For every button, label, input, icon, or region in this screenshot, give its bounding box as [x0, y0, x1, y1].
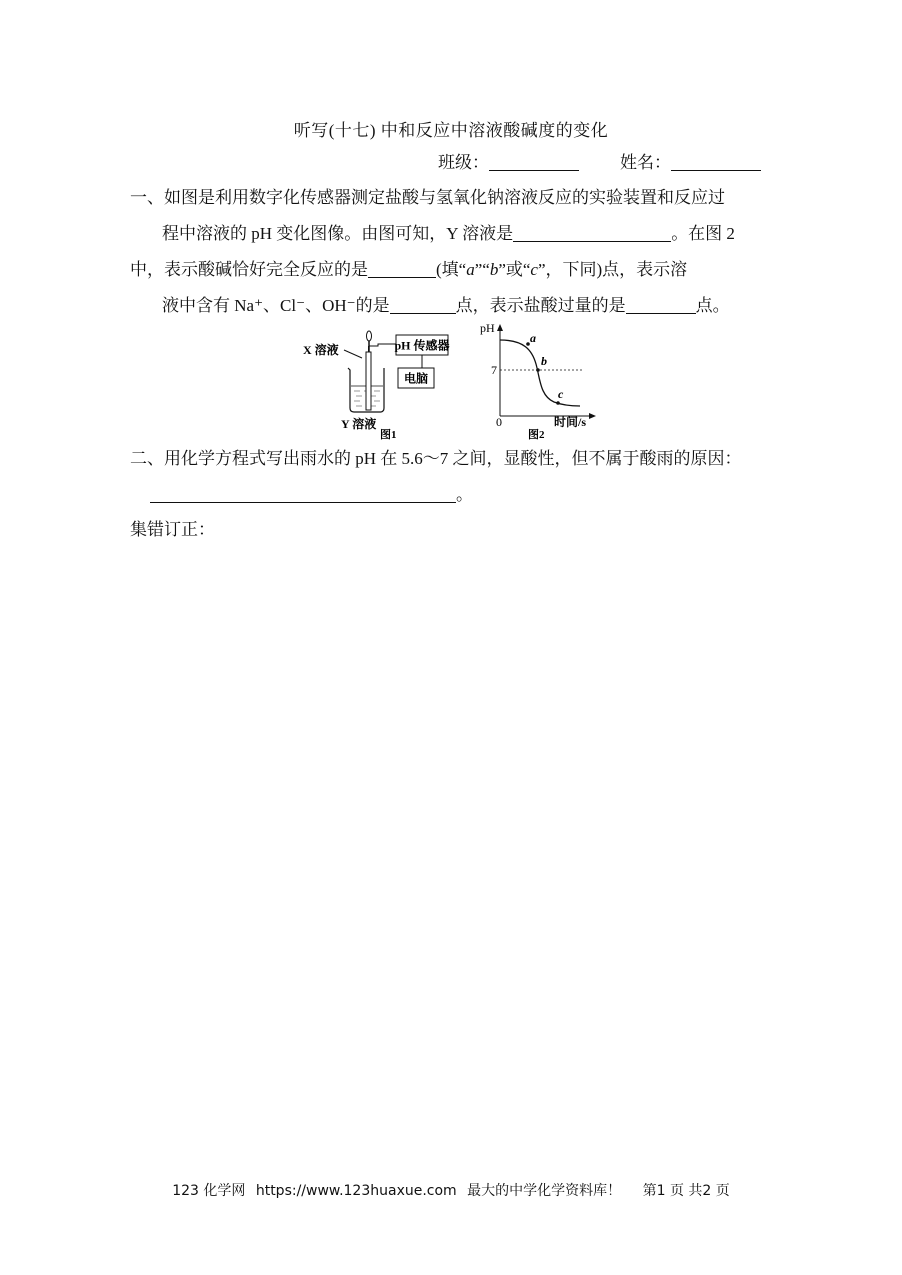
class-field [438, 152, 579, 174]
class-blank[interactable] [489, 154, 579, 171]
figure-1-apparatus [300, 328, 460, 440]
q1-text: (填“ [436, 260, 467, 279]
ph-probe-icon [366, 344, 396, 410]
q1-text: ”，下同)点，表示溶 [537, 260, 688, 279]
q1-line4 [162, 295, 730, 317]
footer-page: 第1 页 共2 页 [642, 1183, 730, 1199]
label-a: a [530, 331, 536, 345]
name-blank[interactable] [671, 154, 761, 171]
name-label: 姓名： [620, 153, 671, 172]
q1-text: 。在图 2 [671, 224, 735, 243]
name-field [620, 152, 761, 174]
option-c: c [530, 260, 538, 279]
ions-blank[interactable] [390, 297, 456, 314]
q1-line2 [162, 223, 735, 245]
class-label: 班级： [438, 153, 489, 172]
correction-label: 集错订正： [130, 520, 215, 539]
ph-sensor-label: pH 传感器 [394, 338, 450, 353]
y-axis-arrow [497, 324, 503, 331]
q2-line1: 二、用化学方程式写出雨水的 pH 在 5.6～7 之间，显酸性，但不属于酸雨的原因： [130, 449, 742, 468]
footer-slogan: 最大的中学化学资料库！ [467, 1183, 622, 1199]
x-axis-arrow [589, 413, 596, 419]
option-a: a [466, 260, 475, 279]
y-tick-7: 7 [491, 363, 497, 377]
x-leader-line [344, 350, 362, 358]
x-axis-label: 时间/s [554, 415, 587, 429]
figure-2-caption: 图2 [528, 429, 545, 441]
ph-curve [500, 340, 580, 406]
q1-text: 点，表示盐酸过量的是 [455, 296, 626, 315]
q1-text: 中，表示酸碱恰好完全反应的是 [130, 260, 368, 279]
x-solution-label: X 溶液 [303, 343, 339, 357]
q1-text: ”或“ [498, 260, 531, 279]
q2-line2 [150, 484, 473, 506]
q1-text: 点。 [695, 296, 730, 315]
page-title: 听写(十七) 中和反应中溶液酸碱度的变化 [293, 121, 609, 140]
point-c [556, 401, 560, 405]
figure-2-ph-chart [474, 320, 604, 442]
y-axis-label: pH [480, 321, 495, 335]
label-c: c [558, 387, 564, 401]
q1-line1: 一、如图是利用数字化传感器测定盐酸与氢氧化钠溶液反应的实验装置和反应过 [130, 188, 725, 207]
q1-text: 液中含有 Na⁺、Cl⁻、OH⁻的是 [162, 296, 390, 315]
figure-1-caption: 图1 [380, 429, 397, 440]
q1-text: ”“ [474, 260, 490, 279]
point-b [536, 368, 540, 372]
option-b: b [489, 260, 499, 279]
y-solution-blank[interactable] [513, 225, 671, 242]
computer-label: 电脑 [403, 371, 429, 386]
origin-label: 0 [496, 415, 502, 429]
q1-text: 程中溶液的 pH 变化图像。由图可知，Y 溶液是 [162, 224, 514, 243]
label-b: b [541, 354, 547, 368]
q2-end: 。 [456, 485, 473, 504]
footer-url[interactable]: https://www.123huaxue.com [255, 1183, 457, 1199]
footer-site: 123 化学网 [172, 1183, 246, 1199]
q1-line3 [130, 259, 687, 281]
complete-reaction-blank[interactable] [368, 261, 436, 278]
acid-excess-blank[interactable] [626, 297, 696, 314]
equation-blank[interactable] [150, 486, 456, 503]
page-footer [0, 1180, 902, 1200]
y-solution-label: Y 溶液 [341, 417, 377, 431]
